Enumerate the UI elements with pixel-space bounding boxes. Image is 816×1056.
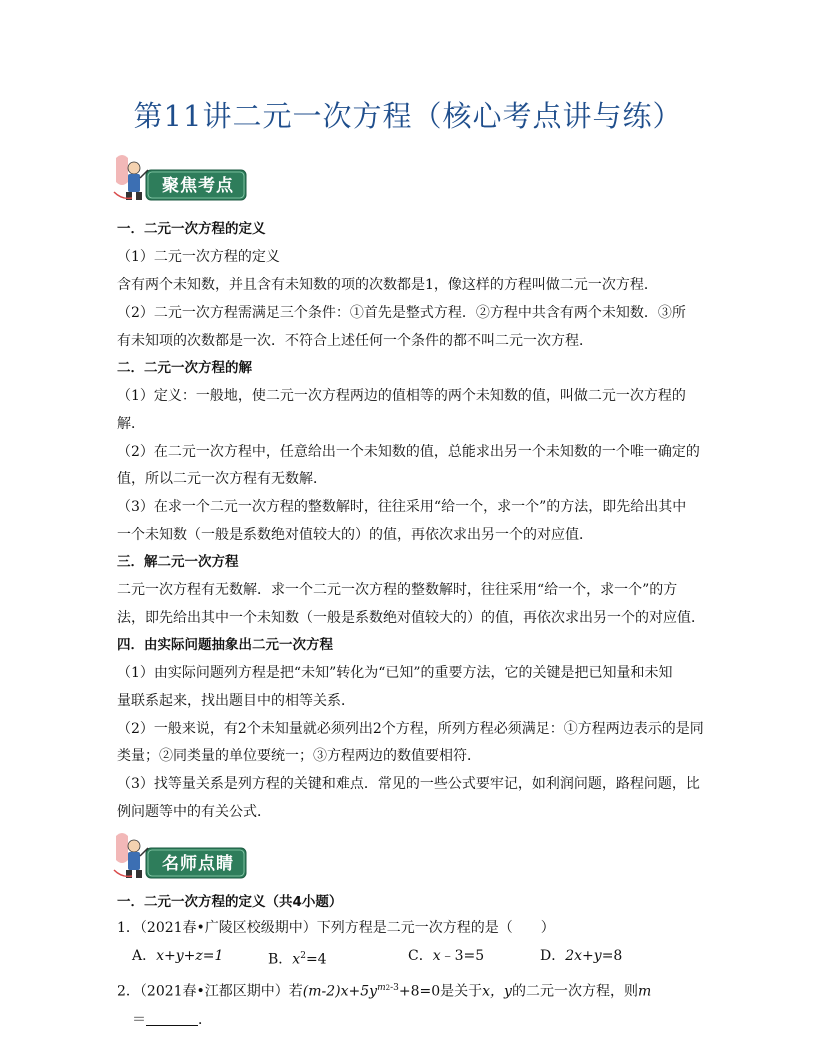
practice-heading: 一．二元一次方程的定义（共4小题） xyxy=(117,894,343,910)
option-equation-rest: =4 xyxy=(305,951,327,968)
text-line: 例问题等中的有关公式． xyxy=(117,804,271,820)
text-line: 类量；②同类量的单位要统一；③方程两边的数值要相符． xyxy=(117,748,481,764)
text-line: 有未知项的次数都是一次．不符合上述任何一个条件的都不叫二元一次方程． xyxy=(117,333,593,349)
text-line: （2）二元一次方程需满足三个条件：①首先是整式方程．②方程中共含有两个未知数．③所 xyxy=(117,305,686,321)
question-2-vars: x，y xyxy=(482,983,512,1000)
option-letter: D． xyxy=(540,948,566,964)
text-line: 法，即先给出其中一个未知数（一般是系数绝对值较大的）的值，再依次求出另一个的对应值． xyxy=(117,610,705,626)
question-2-tail: 的二元一次方程，则 xyxy=(511,983,638,1000)
question-2-prefix: 2．（2021春•江都区期中）若 xyxy=(117,983,303,1000)
question-2-suffix: 是关于 xyxy=(440,983,483,1000)
option-equation: x xyxy=(432,948,441,964)
answer-blank[interactable] xyxy=(146,1011,198,1026)
option-letter: B． xyxy=(268,951,293,968)
question-2-rhs: +8=0 xyxy=(398,983,441,1000)
option-equation: 2x+y xyxy=(565,948,602,964)
section-2-heading: 二．二元一次方程的解 xyxy=(117,360,252,376)
section-3-heading: 三．解二元一次方程 xyxy=(117,554,239,570)
text-line: （2）一般来说，有2个未知量就必须列出2个方程，所列方程必须满足：①方程两边表示的是同 xyxy=(117,721,704,737)
focus-points-banner xyxy=(112,152,248,202)
option-equation-rest: =8 xyxy=(601,948,623,964)
teacher-tips-banner-label: 名师点睛 xyxy=(162,854,234,874)
text-line: 含有两个未知数，并且含有未知数的项的次数都是1，像这样的方程叫做二元一次方程． xyxy=(117,277,658,293)
text-line: （1）由实际问题列方程是把“未知”转化为“已知”的重要方法，它的关键是把已知量和未知 xyxy=(117,665,673,681)
option-equation: x xyxy=(292,951,301,968)
focus-points-banner-label: 聚焦考点 xyxy=(162,176,234,196)
option-letter: A． xyxy=(132,948,157,964)
text-line: （3）找等量关系是列方程的关键和难点．常见的一些公式要牢记，如利润问题，路程问题，比 xyxy=(117,776,700,792)
text-line: 一个未知数（一般是系数绝对值较大的）的值，再依次求出另一个的对应值． xyxy=(117,527,593,543)
text-line: （1）定义：一般地，使二元一次方程两边的值相等的两个未知数的值，叫做二元一次方程的 xyxy=(117,388,686,404)
option-letter: C． xyxy=(408,948,433,964)
question-2-exponent: m xyxy=(377,983,386,993)
text-line: 值，所以二元一次方程有无数解． xyxy=(117,471,327,487)
section-4-heading: 四．由实际问题抽象出二元一次方程 xyxy=(117,637,333,653)
answer-end: ． xyxy=(198,1012,212,1028)
question-2-target: m xyxy=(637,983,652,1000)
teacher-tips-banner xyxy=(112,830,248,880)
question-2-answer-line xyxy=(132,1010,722,1030)
text-line: 解． xyxy=(117,416,145,432)
q1-option-d[interactable] xyxy=(540,946,622,966)
question-2-equation: (m-2)x+5y xyxy=(302,983,378,1000)
text-line: 量联系起来，找出题目中的相等关系． xyxy=(117,693,355,709)
text-line: （3）在求一个二元一次方程的整数解时，往往采用“给一个，求一个”的方法，即先给出其中 xyxy=(117,499,687,515)
q1-option-a[interactable] xyxy=(132,946,223,966)
question-2-exponent-power: 2 xyxy=(385,984,391,992)
question-2 xyxy=(117,978,707,1002)
text-line: （2）在二元一次方程中，任意给出一个未知数的值，总能求出另一个未知数的一个唯一确定的 xyxy=(117,444,700,460)
q1-option-c[interactable] xyxy=(408,946,484,966)
q1-option-b[interactable] xyxy=(268,946,327,970)
option-equation: x+y+z=1 xyxy=(156,948,224,964)
question-1: 1．（2021春•广陵区校级期中）下列方程是二元一次方程的是（ ） xyxy=(117,920,555,936)
page-title: 第11讲二元一次方程（核心考点讲与练） xyxy=(133,99,683,133)
option-exponent: 2 xyxy=(300,951,306,961)
option-equation-rest: ﹣3=5 xyxy=(440,948,485,964)
text-line: （1）二元一次方程的定义 xyxy=(117,249,280,265)
question-2-exponent-rest: -3 xyxy=(390,983,399,993)
section-1-heading: 一．二元一次方程的定义 xyxy=(117,221,266,237)
answer-equals: ＝ xyxy=(132,1012,146,1028)
text-line: 二元一次方程有无数解．求一个二元一次方程的整数解时，往往采用“给一个，求一个”的方 xyxy=(117,582,678,598)
